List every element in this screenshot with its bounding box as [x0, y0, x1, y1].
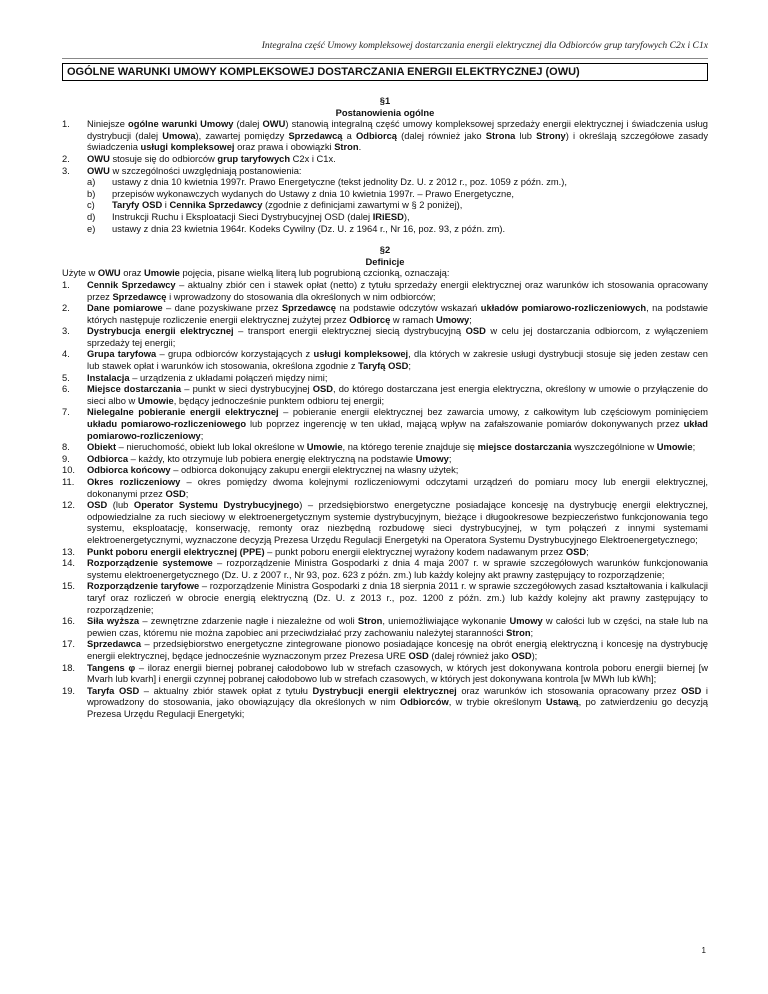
definition-item-number: 14. [62, 558, 75, 569]
definition-item-text: Sprzedawca – przedsiębiorstwo energetyczne zintegrowane pionowo posiadające koncesję na obrót energią elektryczną i koncesję na dystrybucję energii elektrycznej, będące jednocześnie wyznaczonym przez Prezesa URE OSD (dalej również jako OSD); [87, 639, 708, 661]
page-header: Integralna część Umowy kompleksowej dostarczania energii elektrycznej dla Odbiorców grup taryfowych C2x i C1x [261, 40, 708, 51]
definition-item-text: Dystrybucja energii elektrycznej – transport energii elektrycznej siecią dystrybucyjną OSD w celu jej dostarczania odbiorcom, z wyłączeniem sprzedaży tej energii; [87, 326, 709, 348]
document-title: OGÓLNE WARUNKI UMOWY KOMPLEKSOWEJ DOSTARCZANIA ENERGII ELEKTRYCZNEJ (OWU) [62, 63, 708, 81]
definition-item [62, 442, 708, 454]
definition-item [62, 639, 708, 662]
section-1-sign: §1 [379, 96, 391, 106]
definition-item [62, 477, 708, 500]
definition-item-number: 12. [62, 500, 75, 511]
section-1-heading: Postanowienia ogólne [335, 107, 435, 118]
definition-item-text: Tangens φ – iloraz energii biernej pobranej całodobowo lub w strefach czasowych, w których jest dokonywana kontrola poboru energii biernej [w Mvarh lub kvarh] i energii czynnej pobranej całodobowo lub w strefach czasowych, w których jest dokonywana kontrola [w MWh lub kWh]; [87, 662, 708, 685]
definition-item-number: 4. [62, 349, 70, 360]
definition-item [62, 616, 708, 639]
sub-list-item-text: Taryfy OSD i Cennika Sprzedawcy (zgodnie z definicjami zawartymi w § 2 poniżej), [112, 200, 463, 211]
sub-list-item-text: przepisów wykonawczych wydanych do Ustawy z dnia 10 kwietnia 1997r. – Prawo Energetyczne, [112, 188, 514, 199]
sub-list-item-text: ustawy z dnia 10 kwietnia 1997r. Prawo Energetyczne (tekst jednolity Dz. U. z 2012 r., poz. 1059 z późn. zm.), [112, 177, 567, 188]
definition-item-number: 9. [62, 453, 70, 464]
section-2-sign: §2 [379, 245, 391, 256]
definition-item-text: Punkt poboru energii elektrycznej (PPE) – punkt poboru energii elektrycznej wyrażony kodem nadawanym przez OSD; [87, 546, 589, 557]
definition-item [62, 547, 708, 559]
definition-item [62, 384, 708, 407]
definition-item-number: 11. [62, 477, 75, 487]
list-item-number: 3. [62, 165, 70, 176]
definition-item [62, 465, 708, 477]
sub-list-item-number: e) [87, 223, 96, 234]
list-item [62, 119, 708, 154]
definition-item-text: Grupa taryfowa – grupa odbiorców korzystających z usługi kompleksowej, dla których w zakresie usługi dystrybucji stosuje się jeden zestaw cen lub stawek opłat i warunków ich stosowania, określona zgodnie z Taryfą OSD; [87, 349, 708, 372]
definition-item-text: Cennik Sprzedawcy – aktualny zbiór cen i stawek opłat (netto) z tytułu sprzedaży energii elektrycznej oraz warunków ich stosowania opracowany przez Sprzedawcę i wprowadzony do stosowania dla określonych w nim odbiorców; [87, 279, 708, 302]
definition-item-text: Nielegalne pobieranie energii elektrycznej – pobieranie energii elektrycznej bez zawarcia umowy, z całkowitym lub częściowym pominięciem układu pomiarowo-rozliczeniowego lub poprzez ingerencję w ten układ, mającą wpływ na zafałszowanie pomiarów dokonywanych przez układ pomiarowo-rozliczeniowy; [87, 407, 708, 441]
definition-item [62, 663, 708, 686]
sub-list-item-number: d) [87, 211, 96, 222]
definition-item-number: 1. [62, 279, 70, 290]
definition-item-number: 6. [62, 384, 70, 395]
list-item-text: OWU w szczególności uwzględniają postanowienia: [87, 165, 302, 176]
sub-list-item-number: c) [87, 200, 95, 211]
definition-item-text: Taryfa OSD – aktualny zbiór stawek opłat z tytułu Dystrybucji energii elektrycznej oraz warunków ich stosowania opracowany przez OSD i wprowadzony do stosowania, jako obowiązujący dla określonych w nim Odbiorców, w trybie określonym Ustawą, po zatwierdzeniu go decyzją Prezesa Urzędu Regulacji Energetyki; [87, 685, 708, 719]
section-1-subitems [62, 177, 708, 235]
definition-item-number: 19. [62, 685, 75, 696]
sub-list-item-number: b) [87, 188, 96, 199]
definition-item [62, 581, 708, 616]
sub-list-item [62, 224, 708, 236]
list-item [62, 166, 708, 178]
definition-item-number: 15. [62, 581, 75, 592]
sub-list-item-text: ustawy z dnia 23 kwietnia 1964r. Kodeks Cywilny (Dz. U. z 1964 r., Nr 16, poz. 93, z późn. zm). [112, 223, 506, 234]
definition-item [62, 349, 708, 372]
document-body [62, 96, 708, 720]
header-rule [62, 58, 708, 59]
list-item-number: 2. [62, 153, 70, 164]
list-item [62, 154, 708, 166]
definition-item-text: Obiekt – nieruchomość, obiekt lub lokal określone w Umowie, na którego terenie znajduje się miejsce dostarczania wyszczególnione w Umowie; [87, 442, 696, 453]
definition-item [62, 454, 708, 466]
definition-item-number: 10. [62, 465, 75, 476]
definition-item [62, 303, 708, 326]
definition-item-text: Instalacja – urządzenia z układami połączeń między nimi; [87, 372, 328, 383]
section-2-items [62, 280, 708, 721]
section-2-heading: Definicje [365, 256, 405, 267]
definition-item-text: Okres rozliczeniowy – okres pomiędzy dwoma kolejnymi rozliczeniowymi odczytami urządzeń do pomiaru mocy lub energii elektrycznej, dokonanymi przez OSD; [87, 477, 708, 499]
definition-item-number: 16. [62, 616, 75, 627]
definition-item [62, 500, 708, 546]
definition-item-text: Rozporządzenie systemowe – rozporządzenie Ministra Gospodarki z dnia 4 maja 2007 r. w sprawie szczegółowych warunków funkcjonowania systemu elektroenergetycznego (Dz. U. z 2007 r., Nr 93, poz. 623 z późn. zm.) lub każdy kolejny akt prawny zastępujący to rozporządzenie; [87, 558, 708, 580]
definition-item-number: 13. [62, 546, 75, 557]
definition-item-number: 2. [62, 303, 70, 314]
definition-item-number: 8. [62, 442, 70, 453]
definition-item [62, 407, 708, 442]
definition-item [62, 373, 708, 385]
list-item-text: Niniejsze ogólne warunki Umowy (dalej OWU) stanowią integralną część umowy kompleksowej sprzedaży energii elektrycznej i świadczenia usług dystrybucji (dalej Umowa), zawartej pomiędzy Sprzedawcą a Odbiorcą (dalej również jako Strona lub Strony) i określają szczegółowe zasady świadczenia usługi kompleksowej oraz prawa i obowiązki Stron. [87, 119, 709, 153]
definition-item-text: Siła wyższa – zewnętrzne zdarzenie nagłe i niezależne od woli Stron, uniemożliwiające wykonanie Umowy w całości lub w części, na stałe lub na pewien czas, któremu nie można zapobiec ani przeciwdziałać przy zachowaniu należytej staranności Stron; [87, 616, 708, 638]
definition-item-text: Miejsce dostarczania – punkt w sieci dystrybucyjnej OSD, do którego dostarczana jest energia elektryczna, określony w umowie o przyłączenie do sieci albo w Umowie, będący jednocześnie punktem odbioru tej energii; [87, 384, 708, 406]
definition-item-number: 17. [62, 639, 75, 650]
sub-list-item [62, 189, 708, 201]
section-gap [62, 235, 708, 245]
definition-item-number: 18. [62, 662, 75, 673]
definition-item-text: Rozporządzenie taryfowe – rozporządzenie Ministra Gospodarki z dnia 18 sierpnia 2011 r. w sprawie szczegółowych zasad kształtowania i kalkulacji taryf oraz rozliczeń w obrocie energią elektryczną (Dz. U. z 2013 r., poz. 1200 z późn. zm.) lub każdy kolejny akt prawny zastępujący to rozporządzenie; [87, 581, 708, 615]
sub-list-item [62, 212, 708, 224]
sub-list-item [62, 200, 708, 212]
definition-item-number: 5. [62, 372, 70, 383]
definition-item-text: Dane pomiarowe – dane pozyskiwane przez Sprzedawcę na podstawie odczytów wskazań układów pomiarowo-rozliczeniowych, na podstawie których następuje rozliczenie energii elektrycznej zużytej przez Odbiorcę w ramach Umowy; [87, 303, 708, 325]
sub-list-item-number: a) [87, 177, 96, 188]
definition-item-text: OSD (lub Operator Systemu Dystrybucyjnego) – przedsiębiorstwo energetyczne posiadające koncesję na dystrybucję energii elektrycznej, odpowiedzialne za ruch sieciowy w elektroenergetycznym systemie dystrybucyjnym, bieżące i długookresowe bezpieczeństwo funkcjonowania tego systemu, eksploatację, konserwację, remonty oraz niezbędną rozbudowę sieci dystrybucyjnej, w tym połączeń z innymi systemami elektroenergetycznymi, wyznaczone decyzją Prezesa Urzędu Regulacji Energetyki na Operatora Systemu Dystrybucyjnego Elektroenergetycznego; [87, 500, 708, 545]
list-item-number: 1. [62, 119, 70, 130]
definition-item [62, 280, 708, 303]
definition-item [62, 686, 708, 721]
section-1-items [62, 119, 708, 177]
definition-item [62, 558, 708, 581]
definition-item [62, 326, 708, 349]
definition-item-text: Odbiorca – każdy, kto otrzymuje lub pobiera energię elektryczną na podstawie Umowy; [87, 453, 452, 464]
definition-item-number: 7. [62, 407, 70, 418]
definition-item-number: 3. [62, 326, 70, 337]
definition-item-text: Odbiorca końcowy – odbiorca dokonujący zakupu energii elektrycznej na własny użytek; [87, 465, 459, 476]
sub-list-item [62, 177, 708, 189]
sub-list-item-text: Instrukcji Ruchu i Eksploatacji Sieci Dystrybucyjnej OSD (dalej IRiESD), [112, 211, 410, 222]
section-2-intro: Użyte w OWU oraz Umowie pojęcia, pisane wielką literą lub pogrubioną czcionką, oznaczają: [62, 268, 450, 279]
page-number: 1 [701, 946, 706, 955]
list-item-text: OWU stosuje się do odbiorców grup taryfowych C2x i C1x. [87, 153, 336, 164]
